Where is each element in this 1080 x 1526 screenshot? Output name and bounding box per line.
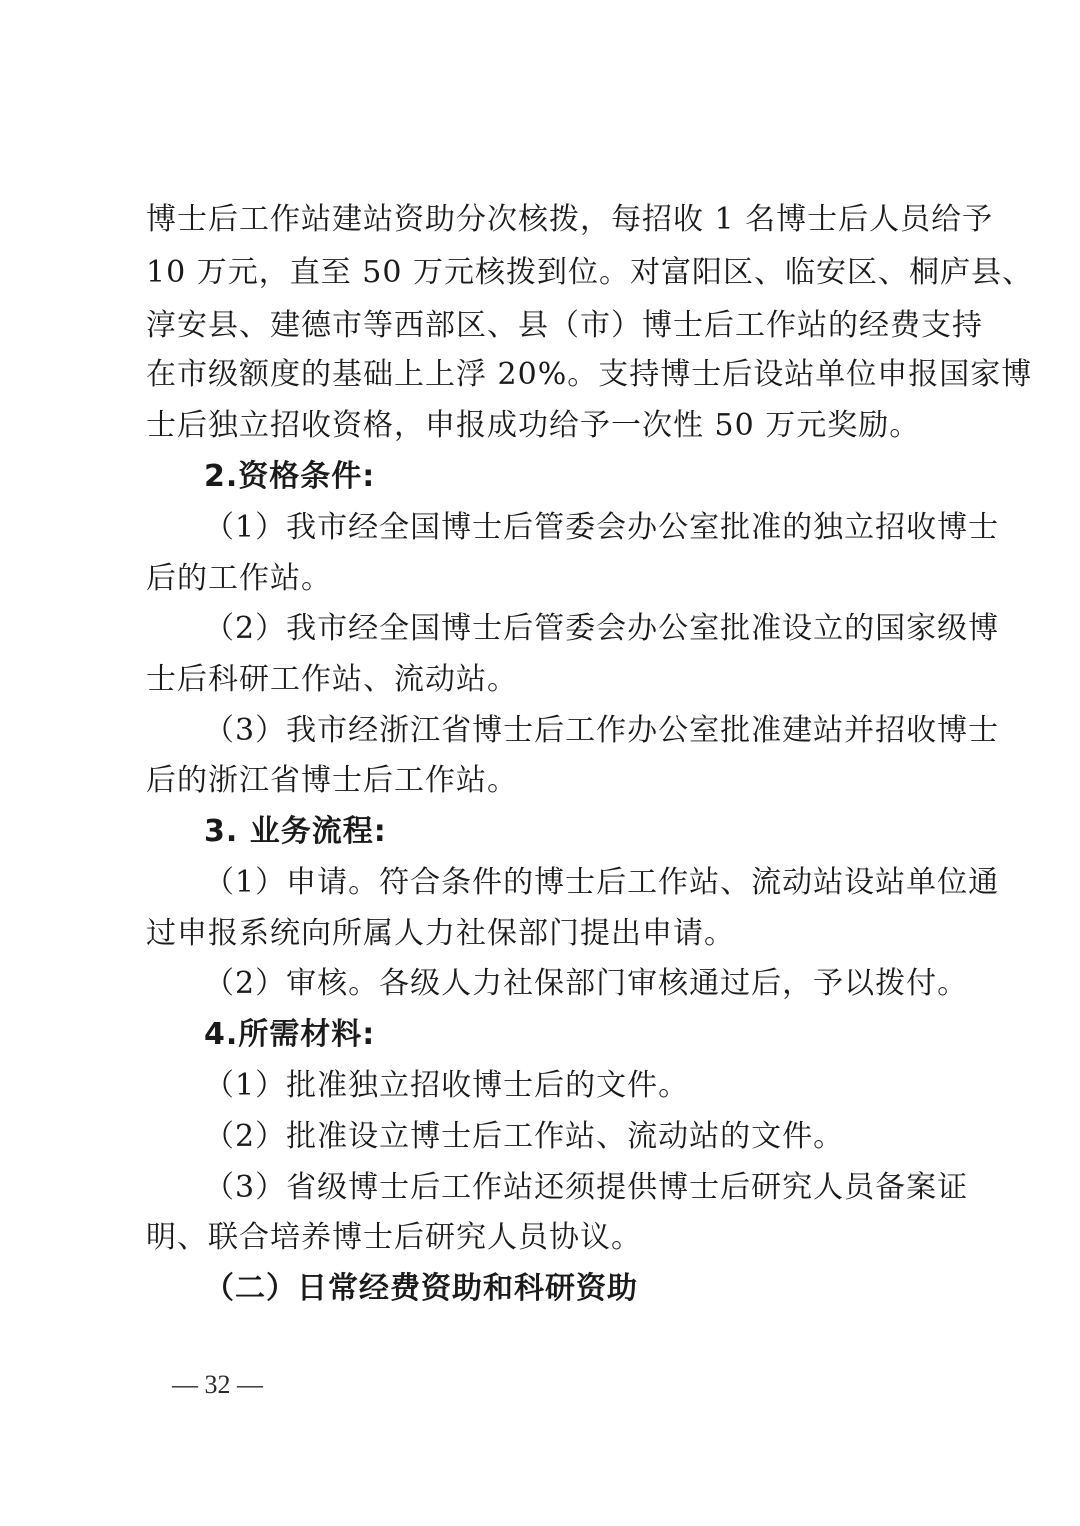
paragraph-line: 10 万元，直至 50 万元核拨到位。对富阳区、临安区、桐庐县、: [146, 255, 1033, 290]
process-line: （2）审核。各级人力社保部门审核通过后，予以拨付。: [204, 966, 969, 1001]
material-line: （1）批准独立招收博士后的文件。: [204, 1068, 690, 1103]
material-line: （3）省级博士后工作站还须提供博士后研究人员备案证: [204, 1170, 969, 1205]
material-line: 明、联合培养博士后研究人员协议。: [146, 1220, 642, 1255]
paragraph-line: 士后独立招收资格，申报成功给予一次性 50 万元奖励。: [146, 408, 921, 443]
page-number: — 32 —: [172, 1370, 263, 1399]
section-heading-materials: 4.所需材料:: [204, 1017, 376, 1052]
paragraph-line: 博士后工作站建站资助分次核拨，每招收 1 名博士后人员给予: [146, 202, 994, 237]
paragraph-line: 在市级额度的基础上上浮 20%。支持博士后设站单位申报国家博: [146, 357, 1033, 392]
paragraph-line: 淳安县、建德市等西部区、县（市）博士后工作站的经费支持: [146, 308, 983, 343]
section-heading-process: 3. 业务流程:: [204, 814, 387, 849]
section-heading-eligibility: 2.资格条件:: [204, 459, 376, 494]
material-line: （2）批准设立博士后工作站、流动站的文件。: [204, 1119, 845, 1154]
condition-line: （1）我市经全国博士后管委会办公室批准的独立招收博士: [204, 510, 1000, 545]
condition-line: 士后科研工作站、流动站。: [146, 662, 518, 697]
condition-line: （2）我市经全国博士后管委会办公室批准设立的国家级博: [204, 611, 1000, 646]
condition-line: 后的浙江省博士后工作站。: [146, 763, 518, 798]
process-line: 过申报系统向所属人力社保部门提出申请。: [146, 916, 735, 951]
condition-line: （3）我市经浙江省博士后工作办公室批准建站并招收博士: [204, 713, 1000, 748]
process-line: （1）申请。符合条件的博士后工作站、流动站设站单位通: [204, 865, 1000, 900]
condition-line: 后的工作站。: [146, 561, 332, 596]
section-heading-daily-funding: （二）日常经费资助和科研资助: [204, 1271, 638, 1306]
